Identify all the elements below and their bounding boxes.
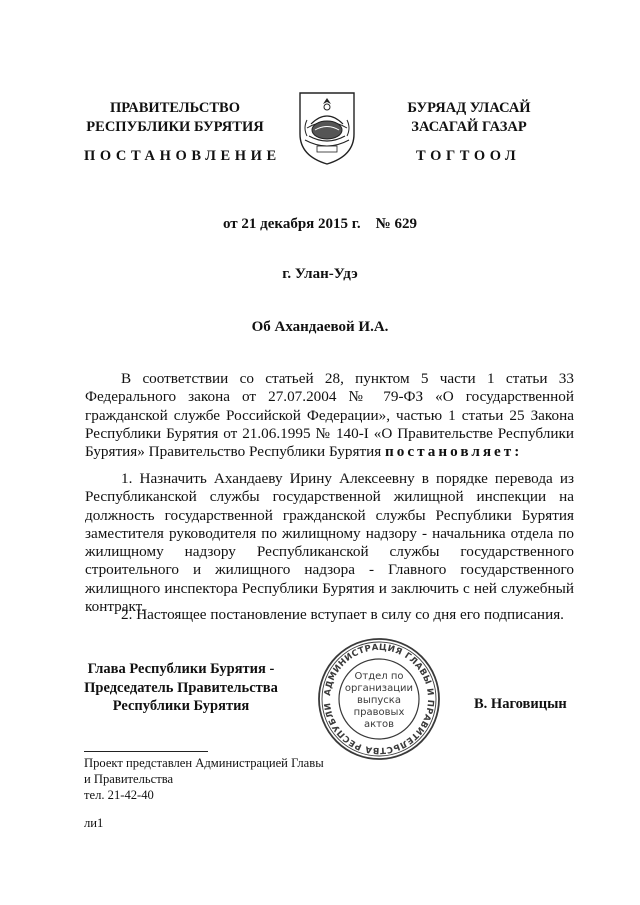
issuer-bua [380, 99, 558, 137]
doc-code: ли1 [84, 816, 104, 830]
signatory-position-line2: Председатель Правительства [84, 679, 278, 696]
signatory-position [70, 660, 292, 716]
decree-word: постановляет: [385, 443, 523, 461]
decree-item-2-text: 2. Настоящее постановление вступает в силу со дня его подписания. [121, 606, 564, 623]
doc-type-ru: ПОСТАНОВЛЕНИЕ [84, 148, 281, 164]
signatory-position-line1: Глава Республики Бурятия - [87, 661, 275, 677]
footer-phone: тел. 21-42-40 [84, 788, 154, 802]
footer-divider [84, 751, 208, 752]
signatory-position-line3: Республики Бурятия [112, 698, 250, 714]
decree-item-2 [85, 606, 574, 624]
footer-line1: Проект представлен Администрацией Главы [84, 756, 324, 770]
issuer-ru-line1: ПРАВИТЕЛЬСТВО [110, 100, 240, 116]
stamp-line5: актов [363, 719, 395, 730]
decree-item-1-text: 1. Назначить Ахандаеву Ирину Алексеевну в порядке перевода из Республиканской службы государственной жилищной инспекции на должность государственной гражданской службы Республики Бурятия заместителя руководителя по жилищному надзору - начальника отдела по жилищному надзору Республиканской службы государственного строительного и жилищного надзора - Главного государственного жилищного инспектора Республики Бурятия и заключить с ней служебный контракт. [85, 470, 574, 616]
issuer-bua-line1: БУРЯАД УЛАСАЙ [407, 100, 531, 116]
stamp-line3: выпуска [357, 695, 401, 706]
preamble-paragraph [85, 370, 574, 461]
official-stamp [316, 636, 442, 762]
footer-note [84, 755, 384, 803]
decree-item-1 [85, 470, 574, 616]
preamble-text: В соответствии со статьей 28, пунктом 5 части 1 статьи 33 Федерального закона от 27.07.2004 № 79-ФЗ «О государственной гражданской службе Российской Федерации», частью 1 статьи 25 Закона Республики Бурятия от 21.06.1995 № 140-I «О Правительстве Республики Бурятия» Правительство Республики Бурятия [85, 370, 574, 461]
stamp-line4: правовых [353, 707, 405, 718]
stamp-line2: организации [344, 683, 414, 694]
footer-line2: и Правительства [84, 772, 174, 786]
coat-of-arms-emblem [297, 90, 357, 166]
signatory-name: В. Наговицын [474, 696, 567, 712]
date-number: от 21 декабря 2015 г. № 629 [223, 216, 417, 232]
issuer-ru-line2: РЕСПУБЛИКИ БУРЯТИЯ [86, 119, 264, 135]
doc-title: Об Ахандаевой И.А. [251, 319, 389, 335]
stamp-line1: Отдел по [354, 671, 404, 682]
issuer-ru [70, 99, 280, 137]
city: г. Улан-Удэ [282, 266, 358, 282]
doc-type-bua: ТОГТООЛ [416, 148, 521, 164]
issuer-bua-line2: ЗАСАГАЙ ГАЗАР [411, 119, 527, 135]
stamp-ring-text: АДМИНИСТРАЦИЯ ГЛАВЫ И ПРАВИТЕЛЬСТВА РЕСПУБЛИ [323, 642, 436, 756]
